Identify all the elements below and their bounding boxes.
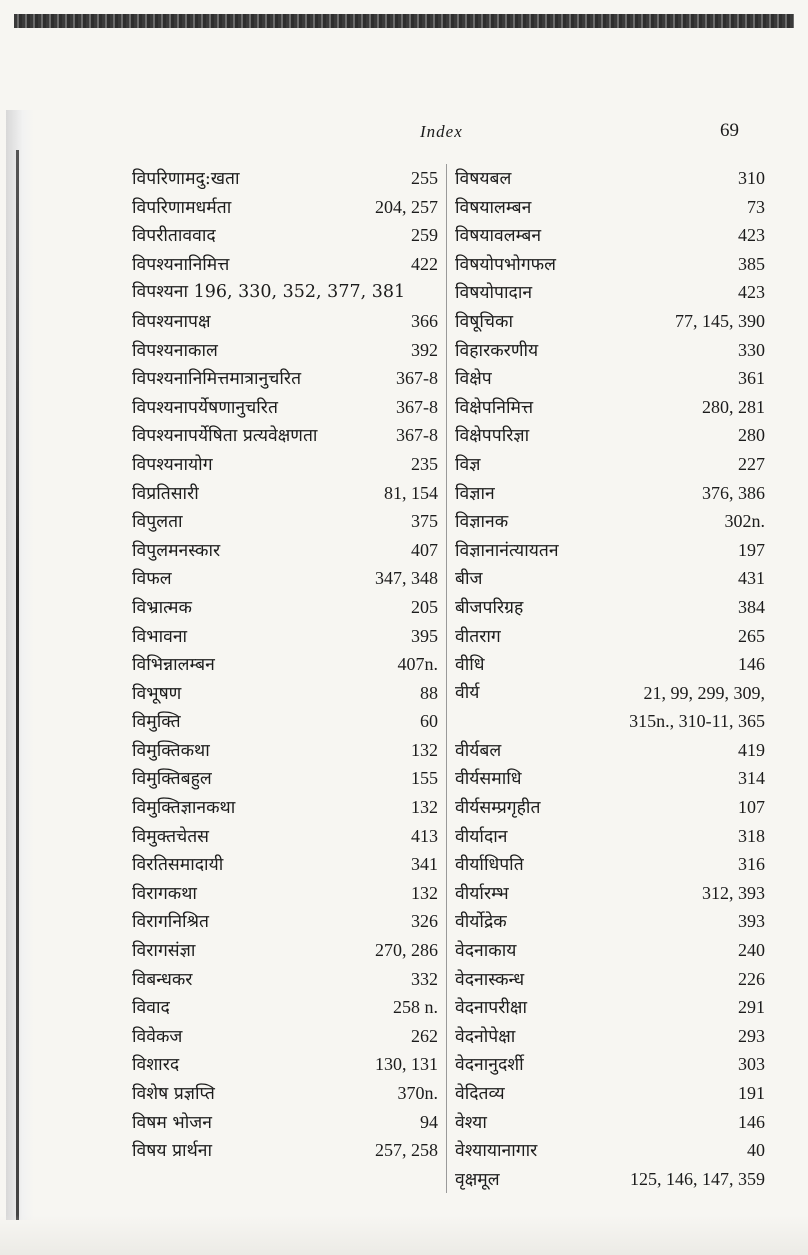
entry-term: विषयालम्बन <box>455 197 532 218</box>
scan-bottom-shadow <box>0 1215 808 1255</box>
index-entry <box>132 793 438 822</box>
entry-pages: 385 <box>738 253 765 274</box>
index-entry <box>132 650 438 679</box>
scan-top-band <box>14 14 794 28</box>
entry-term: विशारद <box>132 1055 180 1076</box>
entry-term: विपरिणामधर्मता <box>132 197 232 218</box>
index-entry <box>132 593 438 622</box>
entry-pages: 393 <box>738 911 765 932</box>
entry-term: विभिन्नालम्बन <box>132 655 215 676</box>
index-entry <box>455 736 765 765</box>
entry-pages: 341 <box>411 854 438 875</box>
index-entry <box>132 822 438 851</box>
entry-pages: 431 <box>738 568 765 589</box>
index-entry <box>132 1079 438 1108</box>
entry-pages: 94 <box>420 1111 438 1132</box>
index-entry <box>132 250 438 279</box>
entry-pages: 384 <box>738 596 765 617</box>
index-entry <box>455 1079 765 1108</box>
index-entry <box>455 221 765 250</box>
entry-term: वीर्यारम्भ <box>455 883 509 904</box>
entry-pages: 257, 258 <box>375 1140 438 1161</box>
entry-term: विप्रतिसारी <box>132 483 199 504</box>
entry-term: विक्षेपनिमित्त <box>455 397 534 418</box>
entry-term: विमुक्ति <box>132 712 181 733</box>
index-entry <box>132 879 438 908</box>
index-entry <box>132 850 438 879</box>
entry-pages: 155 <box>411 768 438 789</box>
index-entry <box>455 278 765 307</box>
entry-pages: 60 <box>420 711 438 732</box>
index-entry <box>132 507 438 536</box>
entry-pages: 280, 281 <box>702 396 765 417</box>
entry-pages: 132 <box>411 739 438 760</box>
entry-term: विरागनिश्रित <box>132 912 209 933</box>
entry-pages: 361 <box>738 368 765 389</box>
index-entry <box>455 764 765 793</box>
entry-term: वीर्याधिपति <box>455 855 524 876</box>
entry-term: विरतिसमादायी <box>132 855 224 876</box>
entry-term: विषयबल <box>455 169 512 189</box>
index-column-right <box>446 164 765 1193</box>
index-entry <box>132 364 438 393</box>
entry-pages: 367-8 <box>396 425 438 446</box>
entry-pages: 270, 286 <box>375 940 438 961</box>
entry-term: वेदनोपेक्षा <box>455 1026 516 1047</box>
index-entry <box>132 564 438 593</box>
entry-pages: 204, 257 <box>375 196 438 217</box>
index-entry <box>455 1050 765 1079</box>
entry-term: विबन्धकर <box>132 969 193 990</box>
index-entry <box>455 307 765 336</box>
entry-pages: 73 <box>747 196 765 217</box>
entry-term: विक्षेपपरिज्ञा <box>455 426 530 447</box>
entry-term: विपश्यनापक्ष <box>132 311 211 332</box>
entry-term: वेदनाकाय <box>455 941 517 962</box>
entry-pages: 422 <box>411 253 438 274</box>
entry-pages: 376, 386 <box>702 482 765 503</box>
entry-term: वीर्यसमाधि <box>455 769 522 790</box>
index-entry <box>455 479 765 508</box>
index-entry <box>132 421 438 450</box>
entry-term: वृक्षमूल <box>455 1169 500 1190</box>
entry-term: विभ्रात्मक <box>132 597 192 618</box>
entry-pages: 314 <box>738 768 765 789</box>
index-column-left <box>132 164 438 1165</box>
entry-pages: 258 n. <box>393 997 438 1018</box>
entry-term: वेश्या <box>455 1112 487 1133</box>
entry-term: विक्षेप <box>455 369 492 390</box>
entry-term: विभावना <box>132 626 188 647</box>
entry-pages: 81, 154 <box>384 482 438 503</box>
index-entry <box>132 993 438 1022</box>
index-entry <box>132 907 438 936</box>
index-entry <box>132 1108 438 1137</box>
entry-pages: 259 <box>411 225 438 246</box>
entry-term: बीज <box>455 569 483 590</box>
entry-pages: 235 <box>411 453 438 474</box>
entry-term: विभूषण <box>132 683 182 704</box>
entry-term: विषयोपादान <box>455 283 533 304</box>
entry-pages: 191 <box>738 1083 765 1103</box>
entry-pages: 310 <box>738 168 765 188</box>
entry-term: विपश्यनाकाल <box>132 340 218 361</box>
entry-term: विमुक्तिबहुल <box>132 769 212 790</box>
entry-term: विपश्यनापर्येषणानुचरित <box>132 397 278 418</box>
entry-pages: 262 <box>411 1025 438 1046</box>
entry-term: विपुलमनस्कार <box>132 540 221 561</box>
entry-term: वेदनास्कन्ध <box>455 969 525 990</box>
entry-pages: 375 <box>411 511 438 532</box>
entry-term: विहारकरणीय <box>455 340 539 361</box>
entry-pages: 419 <box>738 739 765 760</box>
entry-pages-continued: 315n., 310-11, 365 <box>629 711 765 732</box>
entry-term: विज्ञान <box>455 483 495 504</box>
entry-term: विपश्यनानिमित्त <box>132 254 230 275</box>
entry-pages: 423 <box>738 282 765 303</box>
entry-term: विपश्यनायोग <box>132 454 213 475</box>
entry-pages: 366 <box>411 310 438 331</box>
entry-term: वीर्यबल <box>455 740 502 761</box>
entry-pages: 125, 146, 147, 359 <box>630 1168 765 1189</box>
entry-pages: 197 <box>738 539 765 560</box>
entry-pages: 107 <box>738 797 765 818</box>
entry-term: विषूचिका <box>455 311 513 332</box>
entry-term: विमुक्तचेतस <box>132 826 209 847</box>
entry-pages: 255 <box>411 168 438 188</box>
index-entry <box>455 393 765 422</box>
entry-pages: 302n. <box>724 511 765 532</box>
index-entry <box>455 822 765 851</box>
index-entry <box>132 965 438 994</box>
entry-term: विज्ञानानंत्यायतन <box>455 540 559 561</box>
entry-term: विरागकथा <box>132 883 197 904</box>
entry-pages: 367-8 <box>396 368 438 389</box>
index-entry <box>132 536 438 565</box>
index-entry <box>455 993 765 1022</box>
entry-term: विषम भोजन <box>132 1112 212 1133</box>
index-entry <box>455 164 765 193</box>
entry-term: विपश्यना 196, 330, 352, 377, 381 <box>132 282 406 303</box>
index-entry <box>455 1022 765 1051</box>
entry-term: विपश्यनापर्येषिता प्रत्यवेक्षणता <box>132 426 318 447</box>
page-number: 69 <box>720 120 739 141</box>
entry-term: विषयोपभोगफल <box>455 254 557 275</box>
entry-term: वेदनानुदर्शी <box>455 1055 524 1076</box>
entry-pages: 40 <box>747 1140 765 1161</box>
entry-pages: 21, 99, 299, 309, <box>643 682 765 703</box>
index-entry <box>455 850 765 879</box>
entry-pages: 77, 145, 390 <box>675 310 765 331</box>
entry-term: विवेकज <box>132 1026 183 1047</box>
entry-pages: 318 <box>738 825 765 846</box>
entry-term: विषयावलम्बन <box>455 226 542 247</box>
index-entry <box>455 907 765 936</box>
index-entry <box>132 936 438 965</box>
index-entry <box>132 679 438 708</box>
index-entry <box>132 1050 438 1079</box>
index-entry <box>455 507 765 536</box>
index-entry <box>132 193 438 222</box>
index-entry <box>132 764 438 793</box>
index-entry <box>455 1136 765 1165</box>
entry-pages: 367-8 <box>396 396 438 417</box>
entry-pages: 291 <box>738 997 765 1018</box>
index-entry <box>132 707 438 736</box>
entry-pages: 240 <box>738 940 765 961</box>
entry-term: विज्ञ <box>455 454 481 475</box>
index-entry <box>455 650 765 679</box>
entry-pages: 226 <box>738 968 765 989</box>
entry-term: वीतराग <box>455 626 501 647</box>
entry-pages: 132 <box>411 797 438 818</box>
entry-pages: 293 <box>738 1025 765 1046</box>
entry-pages: 303 <box>738 1054 765 1075</box>
index-entry <box>132 278 438 307</box>
index-entry <box>455 936 765 965</box>
entry-pages: 280 <box>738 425 765 446</box>
index-entry <box>455 250 765 279</box>
entry-pages: 413 <box>411 825 438 846</box>
index-entry <box>455 1108 765 1137</box>
entry-term: विपरीताववाद <box>132 226 216 247</box>
entry-term: विफल <box>132 569 172 590</box>
entry-pages: 146 <box>738 1111 765 1132</box>
entry-pages: 330 <box>738 339 765 360</box>
index-entry <box>455 1165 765 1194</box>
index-entry <box>132 736 438 765</box>
entry-pages: 332 <box>411 968 438 989</box>
entry-pages: 316 <box>738 854 765 875</box>
entry-pages: 227 <box>738 453 765 474</box>
entry-term: वीर्य <box>455 682 480 703</box>
entry-pages: 423 <box>738 225 765 246</box>
entry-term: विमुक्तिज्ञानकथा <box>132 798 236 819</box>
index-entry <box>455 622 765 651</box>
entry-term: वीधि <box>455 655 485 676</box>
entry-pages: 132 <box>411 882 438 903</box>
index-entry <box>455 564 765 593</box>
entry-pages: 395 <box>411 625 438 646</box>
entry-pages: 88 <box>420 682 438 703</box>
entry-term: विरागसंज्ञा <box>132 941 196 962</box>
entry-term: विपुलता <box>132 512 183 533</box>
entry-pages: 326 <box>411 911 438 932</box>
entry-term: वेदनापरीक्षा <box>455 998 527 1019</box>
running-head: Index <box>420 122 463 141</box>
entry-pages: 370n. <box>397 1083 438 1103</box>
entry-pages: 205 <box>411 596 438 617</box>
entry-term: विषय प्रार्थना <box>132 1141 213 1162</box>
index-entry <box>132 221 438 250</box>
entry-term: वेश्यायानागार <box>455 1141 538 1162</box>
index-entry <box>455 450 765 479</box>
index-entry <box>455 336 765 365</box>
index-entry <box>132 393 438 422</box>
index-entry <box>455 364 765 393</box>
scan-binding-line <box>16 150 19 1220</box>
entry-term: विशेष प्रज्ञप्ति <box>132 1084 215 1104</box>
index-entry <box>455 793 765 822</box>
entry-term: वीर्यसम्प्रगृहीत <box>455 798 541 819</box>
index-entry <box>132 450 438 479</box>
entry-term: विमुक्तिकथा <box>132 740 210 761</box>
index-entry <box>132 164 438 193</box>
entry-pages: 407 <box>411 539 438 560</box>
entry-pages: 347, 348 <box>375 568 438 589</box>
entry-pages: 146 <box>738 654 765 675</box>
scan-binding-edge <box>6 110 34 1220</box>
index-entry <box>132 1022 438 1051</box>
entry-pages: 130, 131 <box>375 1054 438 1075</box>
entry-term: विवाद <box>132 998 170 1019</box>
index-entry <box>132 307 438 336</box>
index-entry <box>455 593 765 622</box>
index-entry <box>132 336 438 365</box>
index-entry <box>455 965 765 994</box>
entry-term: विज्ञानक <box>455 512 509 533</box>
entry-pages: 392 <box>411 339 438 360</box>
entry-term: बीजपरिग्रह <box>455 597 524 618</box>
index-entry <box>132 622 438 651</box>
entry-term: विपश्यनानिमित्तमात्रानुचरित <box>132 369 302 390</box>
entry-term: वीर्योद्रेक <box>455 912 507 933</box>
index-entry <box>455 536 765 565</box>
index-entry <box>455 679 765 736</box>
entry-pages: 407n. <box>397 654 438 675</box>
index-entry <box>455 879 765 908</box>
index-entry <box>455 193 765 222</box>
index-entry <box>132 479 438 508</box>
entry-term: वीर्यादान <box>455 826 508 847</box>
entry-pages: 265 <box>738 625 765 646</box>
entry-term: वेदितव्य <box>455 1084 505 1104</box>
entry-pages: 312, 393 <box>702 882 765 903</box>
index-entry <box>455 421 765 450</box>
index-entry <box>132 1136 438 1165</box>
entry-term: विपरिणामदु:खता <box>132 169 240 189</box>
